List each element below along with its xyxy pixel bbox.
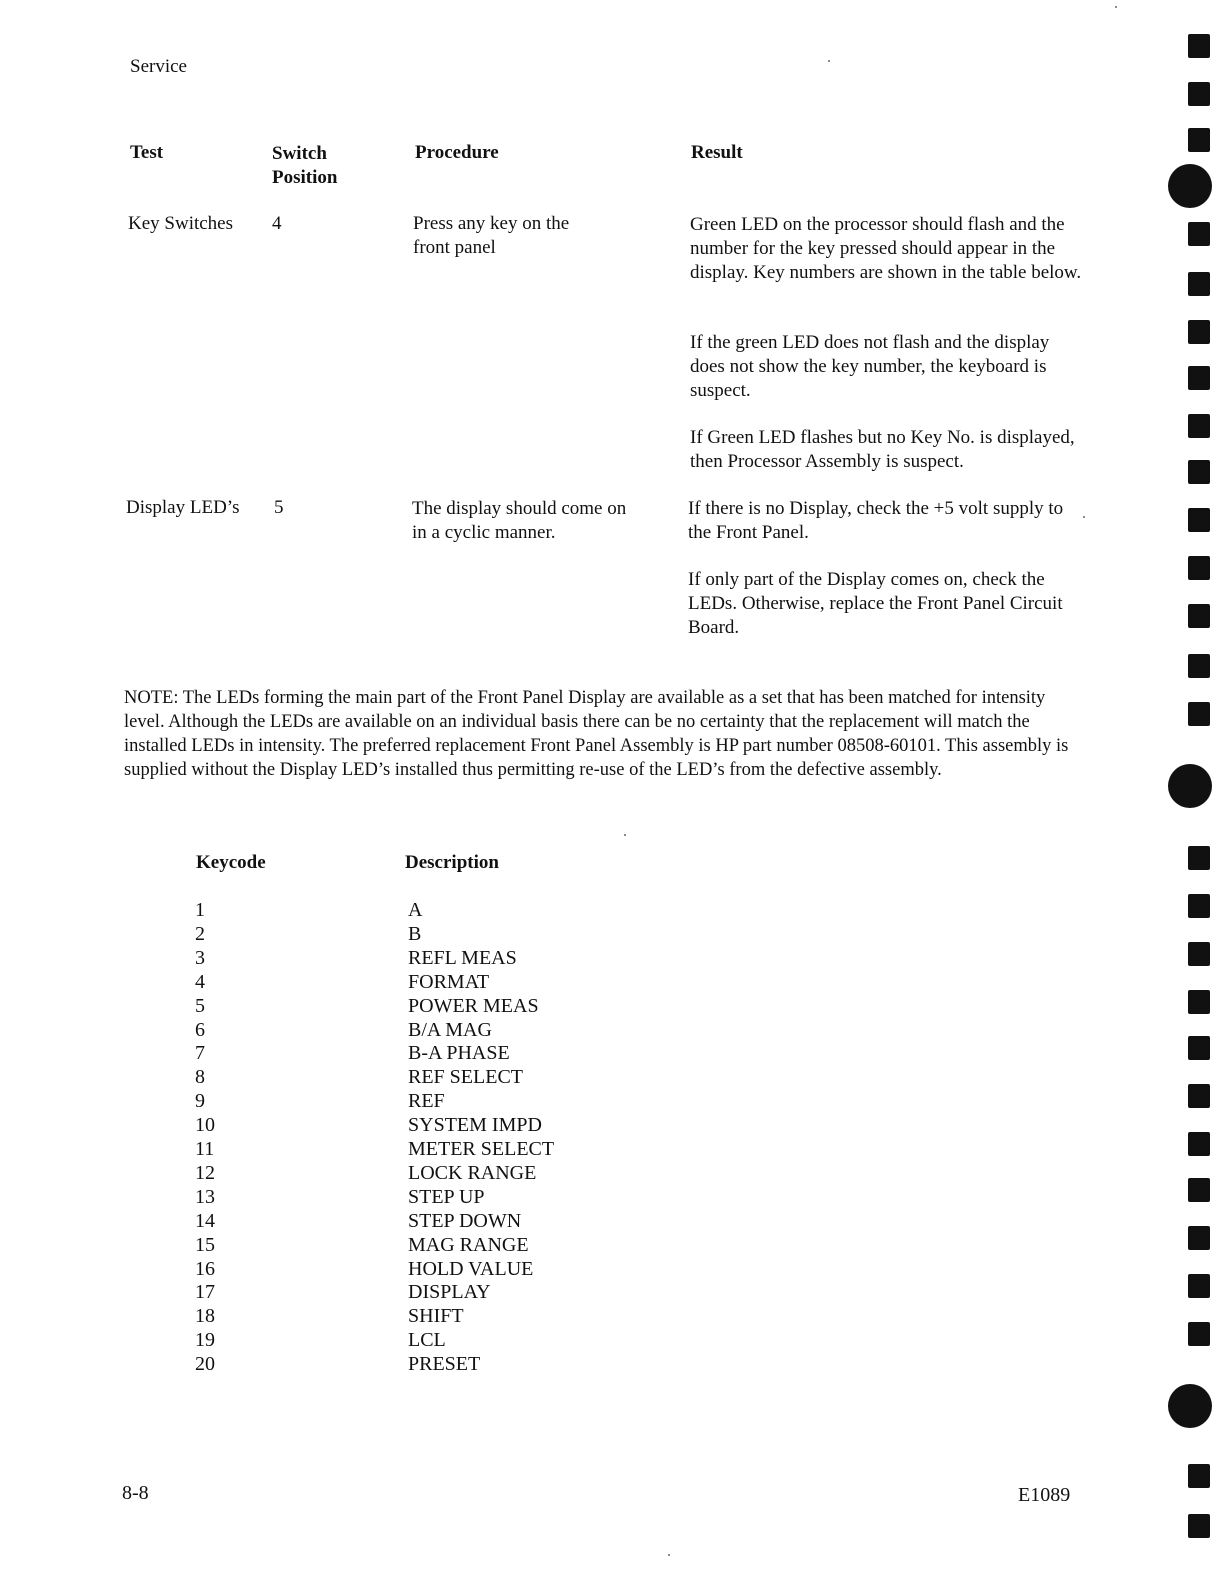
binding-hole-icon [1188, 1036, 1210, 1060]
keycode-value: 11 [195, 1138, 215, 1160]
keycode-value: 17 [195, 1281, 215, 1304]
binding-hole-icon [1188, 366, 1210, 390]
key-description: POWER MEAS [408, 994, 539, 1017]
binding-hole-icon [1188, 604, 1210, 628]
key-description: STEP UP [408, 1185, 485, 1208]
key-description: SYSTEM IMPD [408, 1114, 542, 1137]
key-description: B/A MAG [408, 1018, 492, 1041]
key-description: LCL [408, 1329, 446, 1352]
result-text: If there is no Display, check the +5 volt supply to the Front Panel. [688, 498, 1064, 543]
binding-hole-icon [1188, 654, 1210, 678]
keycode-value: 18 [195, 1305, 215, 1328]
binding-hole-icon [1188, 1274, 1210, 1298]
key-description: METER SELECT [408, 1138, 555, 1160]
keycode-value: 5 [195, 994, 205, 1017]
col-header-result: Result [691, 142, 743, 163]
result-text: If the green LED does not flash and the display does not show the key number, the keyboard is suspect. [690, 332, 1050, 401]
keycode-value: 14 [195, 1209, 215, 1232]
keycode-value: 10 [195, 1114, 215, 1137]
procedure-text: The display should come on in a cyclic manner. [412, 498, 627, 543]
key-description: MAG RANGE [408, 1233, 529, 1256]
section-header: Service [130, 56, 187, 77]
keycode-value: 13 [195, 1185, 215, 1208]
binding-hole-icon [1188, 1132, 1210, 1156]
keycode-value: 20 [195, 1353, 215, 1376]
key-description: A [408, 899, 423, 921]
document-code: E1089 [1018, 1484, 1071, 1506]
binding-hole-icon [1188, 320, 1210, 344]
procedure-text: Press any key on the front panel [413, 213, 570, 258]
keycode-value: 8 [195, 1066, 205, 1089]
binding-ring-icon [1168, 164, 1212, 208]
col-header-keycode: Keycode [196, 852, 266, 873]
keycode-value: 19 [195, 1329, 215, 1352]
key-description: LOCK RANGE [408, 1161, 537, 1184]
key-description: B [408, 922, 422, 945]
binding-hole-icon [1188, 272, 1210, 296]
binding-hole-icon [1188, 414, 1210, 438]
binding-hole-icon [1188, 990, 1210, 1014]
key-description: SHIFT [408, 1305, 464, 1328]
binding-ring-icon [1168, 1384, 1212, 1428]
binding-hole-icon [1188, 846, 1210, 870]
key-description: HOLD VALUE [408, 1257, 534, 1280]
switch-position: 5 [274, 497, 284, 518]
speck [828, 60, 830, 62]
col-header-procedure: Procedure [415, 142, 499, 163]
test-name: Key Switches [128, 213, 234, 234]
col-header-test: Test [130, 142, 164, 163]
test-name: Display LED’s [126, 497, 240, 518]
key-description: REF SELECT [408, 1066, 524, 1089]
keycode-value: 15 [195, 1233, 215, 1256]
key-description: FORMAT [408, 970, 490, 993]
binding-hole-icon [1188, 460, 1210, 484]
keycode-value: 3 [195, 946, 205, 969]
key-description: REF [408, 1090, 445, 1113]
result-text: If Green LED flashes but no Key No. is displayed, then Processor Assembly is suspect. [690, 427, 1075, 472]
keycode-value: 4 [195, 970, 205, 993]
keycode-value: 16 [195, 1257, 215, 1280]
speck [668, 1554, 670, 1556]
binding-hole-icon [1188, 82, 1210, 106]
binding-hole-icon [1188, 128, 1210, 152]
binding-ring-icon [1168, 764, 1212, 808]
key-description: REFL MEAS [408, 946, 517, 969]
switch-position: 4 [272, 213, 282, 234]
keycode-value: 6 [195, 1018, 205, 1041]
col-header-switch-position: Switch Position [272, 143, 338, 188]
binding-hole-icon [1188, 702, 1210, 726]
key-description: DISPLAY [408, 1281, 491, 1304]
result-text: If only part of the Display comes on, check the LEDs. Otherwise, replace the Front Panel Circuit Board. [688, 569, 1063, 638]
key-description: STEP DOWN [408, 1209, 522, 1232]
keycode-value: 1 [195, 899, 205, 921]
binding-hole-icon [1188, 942, 1210, 966]
speck [1083, 516, 1085, 518]
binding-hole-icon [1188, 1084, 1210, 1108]
binding-hole-icon [1188, 34, 1210, 58]
keycode-value: 7 [195, 1042, 205, 1065]
keycode-value: 2 [195, 922, 205, 945]
binding-hole-icon [1188, 1226, 1210, 1250]
binding-hole-icon [1188, 894, 1210, 918]
binding-hole-icon [1188, 1322, 1210, 1346]
binding-hole-icon [1188, 222, 1210, 246]
result-text: Green LED on the processor should flash and the number for the key pressed should appear in the display. Key numbers are shown in the table below. [690, 214, 1082, 283]
key-description: PRESET [408, 1353, 481, 1376]
binding-hole-icon [1188, 1464, 1210, 1488]
note-paragraph: NOTE: The LEDs forming the main part of the Front Panel Display are available as a set that has been matched for intensity level. Although the LEDs are available on an individual basis there can be no certainty that the replacement will match the installed LEDs in intensity. The preferred replacement Front Panel Assembly is HP part number 08508-60101. This assembly is supplied without the Display LED’s installed thus permitting re-use of the LED’s from the defective assembly. [124, 688, 1069, 780]
binding-hole-icon [1188, 1514, 1210, 1538]
binding-hole-icon [1188, 556, 1210, 580]
keycode-value: 9 [195, 1090, 205, 1113]
keycode-value: 12 [195, 1161, 215, 1184]
binding-hole-icon [1188, 508, 1210, 532]
page-number: 8-8 [122, 1482, 149, 1504]
binding-hole-icon [1188, 1178, 1210, 1202]
speck [1115, 6, 1117, 8]
speck [624, 834, 626, 836]
key-description: B-A PHASE [408, 1042, 510, 1065]
col-header-description: Description [405, 852, 499, 873]
